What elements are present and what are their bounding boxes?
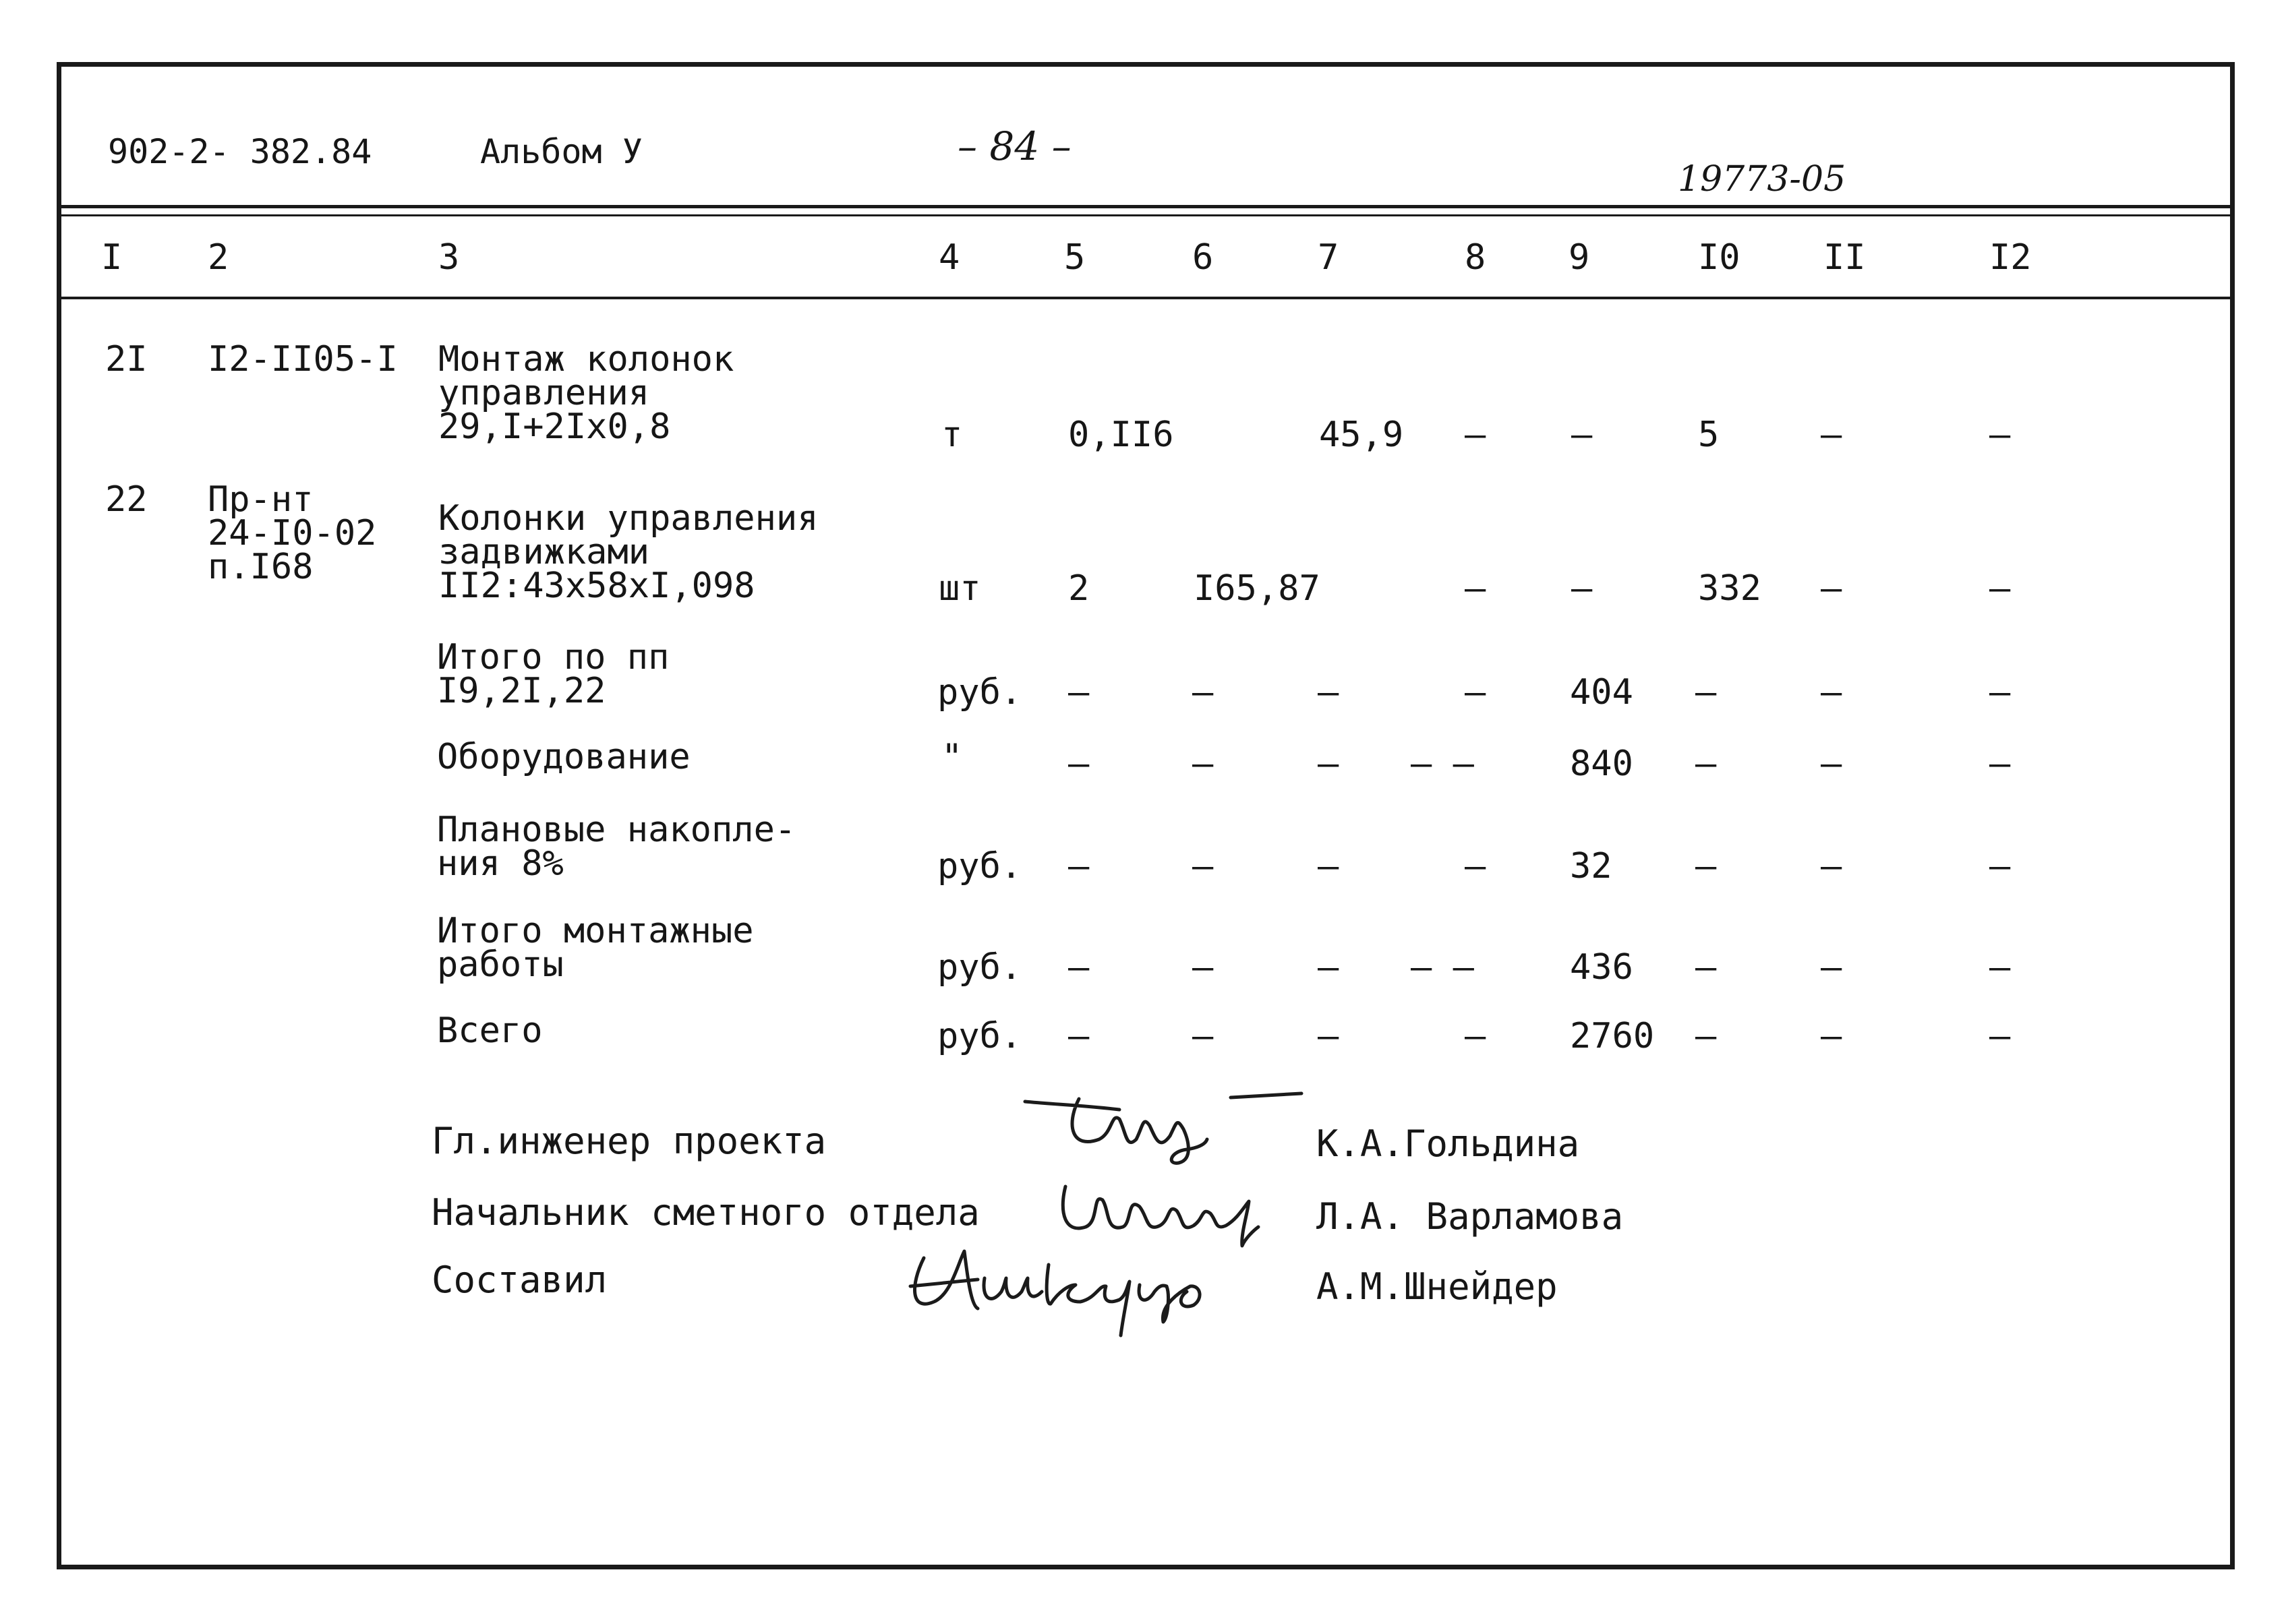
subtotal-col9: 404: [1570, 672, 1633, 713]
installation-total-col6: –: [1192, 947, 1214, 988]
handwritten-signature-3: [904, 1238, 1241, 1339]
subtotal-col7: –: [1318, 672, 1339, 713]
planned-savings-col6: –: [1192, 846, 1214, 886]
column-header-rule: [57, 297, 2235, 299]
header-rule-second: [57, 214, 2235, 216]
page-number: – 84 –: [958, 123, 1072, 169]
installation-total-col10: –: [1695, 947, 1717, 988]
header-rule: [57, 205, 2235, 208]
subtotal-col11: –: [1821, 672, 1842, 713]
row-22-col8: –: [1465, 568, 1486, 609]
signature-role-department-head: Начальник сметного отдела: [432, 1191, 980, 1234]
row-22-name: Колонки управления задвижками II2:43x58xI,098: [438, 498, 819, 606]
col-header-9: 9: [1569, 237, 1590, 278]
equipment-unit: ": [941, 737, 963, 777]
row-22-col5: 2: [1068, 568, 1090, 609]
subtotal-col8: –: [1465, 672, 1486, 713]
equipment-col10: –: [1695, 744, 1717, 784]
row-22-number: 22: [105, 479, 148, 520]
row-22-col12: –: [1989, 568, 2011, 609]
col-header-4: 4: [939, 237, 960, 278]
planned-savings-name: Плановые накопле- ния 8%: [437, 810, 796, 884]
grand-total-col7: –: [1318, 1016, 1339, 1056]
col-header-1: I: [101, 237, 123, 278]
row-21-col11: –: [1821, 415, 1842, 455]
subtotal-col6: –: [1192, 672, 1214, 713]
row-21-col5: 0,II6: [1068, 415, 1174, 455]
equipment-name: Оборудование: [437, 737, 691, 777]
row-22-unit: шт: [939, 568, 981, 609]
row-21-unit: т: [941, 415, 963, 455]
planned-savings-col5: –: [1068, 846, 1090, 886]
signature-name-chief-engineer: К.А.Гольдина: [1316, 1122, 1580, 1165]
installation-total-col11: –: [1821, 947, 1842, 988]
col-header-7: 7: [1318, 237, 1339, 278]
signature-role-compiler: Составил: [432, 1259, 608, 1301]
grand-total-col10: –: [1695, 1016, 1717, 1056]
doc-code: 902-2- 382.84: [108, 132, 372, 171]
col-header-5: 5: [1064, 237, 1086, 278]
planned-savings-col7: –: [1318, 846, 1339, 886]
subtotal-col12: –: [1989, 672, 2011, 713]
equipment-col8: – –: [1411, 744, 1474, 784]
installation-total-col5: –: [1068, 947, 1090, 988]
equipment-col6: –: [1192, 744, 1214, 784]
subtotal-col5: –: [1068, 672, 1090, 713]
equipment-col12: –: [1989, 744, 2011, 784]
col-header-3: 3: [438, 237, 460, 278]
row-22-col6: I65,87: [1194, 568, 1320, 609]
row-21-code: I2-II05-I: [208, 339, 398, 380]
row-21-name: Монтаж колонок управления 29,I+2Ix0,8: [438, 339, 734, 447]
grand-total-unit: руб.: [937, 1016, 1022, 1056]
installation-total-name: Итого монтажные работы: [437, 911, 754, 985]
grand-total-col9: 2760: [1570, 1016, 1655, 1056]
planned-savings-col8: –: [1465, 846, 1486, 886]
signature-name-compiler: А.М.Шнейдер: [1316, 1265, 1558, 1308]
grand-total-col8: –: [1465, 1016, 1486, 1056]
grand-total-col6: –: [1192, 1016, 1214, 1056]
subtotal-col10: –: [1695, 672, 1717, 713]
row-21-col7: 45,9: [1319, 415, 1404, 455]
grand-total-col11: –: [1821, 1016, 1842, 1056]
signature-role-chief-engineer: Гл.инженер проекта: [432, 1120, 827, 1162]
equipment-col7: –: [1318, 744, 1339, 784]
col-header-8: 8: [1465, 237, 1486, 278]
col-header-10: I0: [1698, 237, 1740, 278]
row-21-col8: –: [1465, 415, 1486, 455]
installation-total-unit: руб.: [937, 947, 1022, 988]
row-22-col11: –: [1821, 568, 1842, 609]
page-frame: [57, 62, 2235, 1569]
equipment-col9: 840: [1570, 744, 1633, 784]
grand-total-name: Всего: [437, 1011, 543, 1051]
row-22-code: Пр-нт 24-I0-02 п.I68: [208, 479, 377, 587]
row-21-col9: –: [1571, 415, 1593, 455]
installation-total-col8: – –: [1411, 947, 1474, 988]
planned-savings-col11: –: [1821, 846, 1842, 886]
installation-total-col7: –: [1318, 947, 1339, 988]
equipment-col5: –: [1068, 744, 1090, 784]
col-header-6: 6: [1192, 237, 1214, 278]
handwritten-signature-1: [1025, 1085, 1308, 1166]
album-label: Альбом У: [480, 132, 643, 171]
equipment-col11: –: [1821, 744, 1842, 784]
col-header-12: I2: [1989, 237, 2032, 278]
signature-name-department-head: Л.А. Варламова: [1316, 1195, 1624, 1238]
grand-total-col5: –: [1068, 1016, 1090, 1056]
installation-total-col12: –: [1989, 947, 2011, 988]
planned-savings-col10: –: [1695, 846, 1717, 886]
row-21-number: 2I: [105, 339, 148, 380]
planned-savings-col9: 32: [1570, 846, 1612, 886]
installation-total-col9: 436: [1570, 947, 1633, 988]
inventory-number: 19773-05: [1678, 159, 1846, 200]
row-21-col10: 5: [1698, 415, 1720, 455]
row-22-col10: 332: [1698, 568, 1761, 609]
col-header-2: 2: [208, 237, 229, 278]
row-21-col12: –: [1989, 415, 2011, 455]
row-22-col9: –: [1571, 568, 1593, 609]
col-header-11: II: [1823, 237, 1866, 278]
subtotal-unit: руб.: [937, 672, 1022, 713]
subtotal-name: Итого по пп I9,2I,22: [437, 637, 670, 711]
grand-total-col12: –: [1989, 1016, 2011, 1056]
planned-savings-col12: –: [1989, 846, 2011, 886]
planned-savings-unit: руб.: [937, 846, 1022, 886]
